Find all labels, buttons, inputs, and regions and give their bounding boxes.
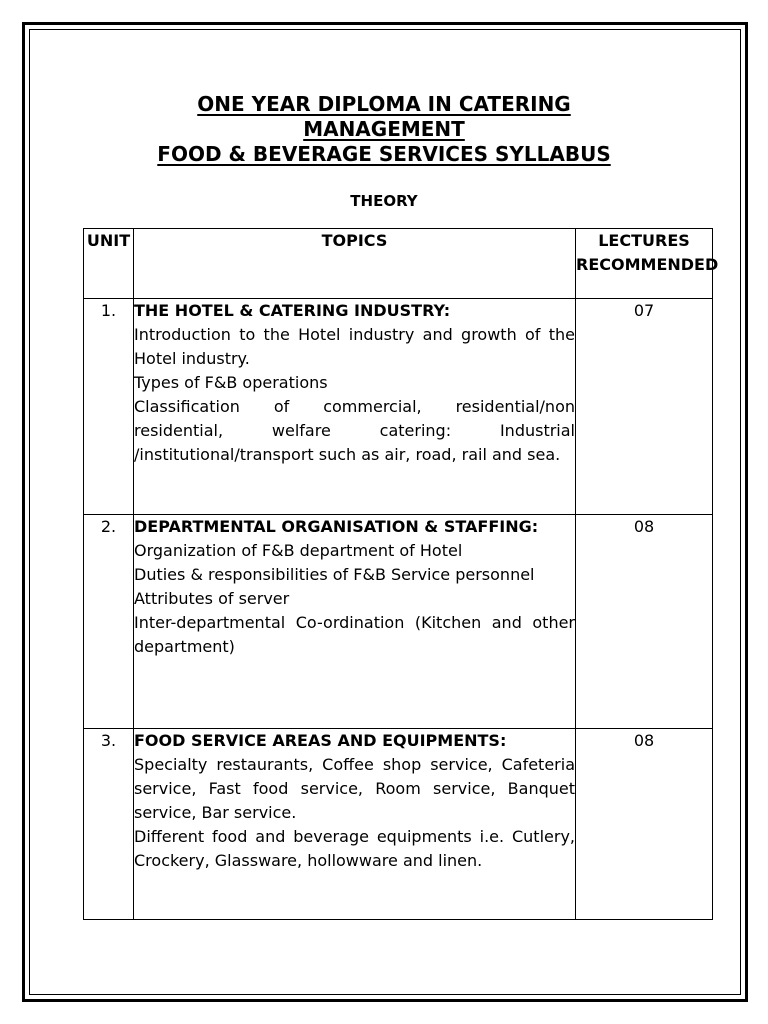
topic-line: Attributes of server: [134, 589, 290, 608]
topic-line: Specialty restaurants, Coffee shop service, Cafeteria service, Fast food service, Room service, Banquet service, Bar service.: [134, 755, 575, 822]
section-label-theory: THEORY: [350, 192, 418, 210]
table-row: [84, 515, 713, 729]
document-title: [60, 92, 708, 167]
table-row: [84, 299, 713, 515]
topic-line: Types of F&B operations: [134, 373, 328, 392]
title-line-2: MANAGEMENT: [303, 117, 465, 141]
unit-number: 2.: [84, 515, 134, 729]
title-line-3: FOOD & BEVERAGE SERVICES SYLLABUS: [157, 142, 611, 166]
header-unit: UNIT: [84, 229, 134, 299]
topic-line: Inter-departmental Co-ordination (Kitchen and other department): [134, 613, 575, 656]
topic-cell: [134, 299, 576, 515]
topic-heading: DEPARTMENTAL ORGANISATION & STAFFING:: [134, 517, 539, 536]
topic-heading: THE HOTEL & CATERING INDUSTRY:: [134, 301, 451, 320]
unit-number: 3.: [84, 729, 134, 920]
topic-line: Duties & responsibilities of F&B Service personnel: [134, 565, 535, 584]
lectures-value: 08: [576, 515, 713, 729]
topic-line: Organization of F&B department of Hotel: [134, 541, 463, 560]
header-lectures: LECTURES RECOMMENDED: [576, 229, 713, 299]
topic-line: Introduction to the Hotel industry and growth of the Hotel industry.: [134, 325, 575, 368]
table-row: [84, 729, 713, 920]
table-header-row: [84, 229, 713, 299]
topic-heading: FOOD SERVICE AREAS AND EQUIPMENTS:: [134, 731, 507, 750]
topic-cell: [134, 515, 576, 729]
header-topics: TOPICS: [134, 229, 576, 299]
topic-cell: [134, 729, 576, 920]
title-line-1: ONE YEAR DIPLOMA IN CATERING: [197, 92, 571, 116]
syllabus-table: [83, 228, 719, 920]
lectures-value: 07: [576, 299, 713, 515]
unit-number: 1.: [84, 299, 134, 515]
topic-line: Classification of commercial, residential/non residential, welfare catering: Industrial /institutional/transport such as air, road, rail and sea.: [134, 397, 575, 464]
lectures-value: 08: [576, 729, 713, 920]
topic-line: Different food and beverage equipments i.e. Cutlery, Crockery, Glassware, hollowware and linen.: [134, 827, 575, 870]
